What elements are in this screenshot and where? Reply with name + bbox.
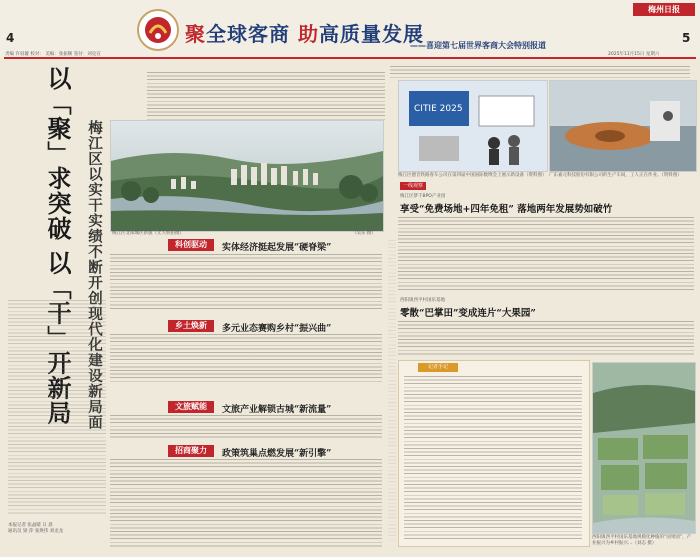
aerial-city-photo — [110, 120, 384, 232]
section-tag-3: 文旅赋能 — [168, 401, 214, 413]
article-1-label: 梅江区梦千BPO产业园 — [400, 194, 446, 199]
factory-photo — [549, 80, 697, 172]
meta-right: 2025年11月15日 星期六 — [608, 52, 660, 57]
orchard-caption: 西阳镇西平村国乐基地规模化种植的“国果园”，产业振兴为乡村振兴…（刘志 摄） — [592, 535, 692, 546]
gutter — [388, 240, 396, 540]
article-2-text — [398, 321, 694, 356]
event-logo — [137, 9, 179, 51]
section-text-3 — [110, 415, 382, 440]
photo-credit: （吴东 摄） — [352, 231, 376, 236]
expo-booth-photo — [398, 80, 548, 172]
sidebar-text — [404, 376, 582, 541]
section-text-4 — [110, 459, 382, 549]
article-1-text — [398, 217, 694, 292]
main-headline: 以「聚」求突破 以「干」开新局 — [43, 66, 72, 426]
right-intro-text — [390, 66, 690, 78]
photo-caption-right: 广东嘉元科技股份有限公司的生产车间，工人正在作业。（资料图） — [549, 173, 682, 178]
article-2-label: 西阳镇西平村国乐基地 — [400, 298, 445, 303]
main-subhead: 梅江区以实干实绩不断开创现代化建设新局面 — [86, 120, 103, 430]
byline: 本报记者 张晶暖 日 晨 通讯员 梁 萍 张焕伟 刘龙龙 — [8, 523, 64, 534]
masthead: 梅州日报 — [633, 3, 695, 16]
section-text-2 — [110, 334, 382, 384]
article-2-title: 零散“巴掌田”变成连片“大果园” — [400, 308, 536, 319]
orchard-photo — [592, 362, 696, 534]
section-title-1: 实体经济挺起发展“硬脊梁” — [222, 243, 332, 253]
banner-subtitle: ——喜迎第七届世界客商大会特别报道 — [410, 41, 546, 50]
intro-text — [147, 72, 385, 122]
page-number-right: 5 — [682, 31, 691, 45]
meta-left: 责编 许羽璇 校对： 美编：张振顺 签付：刘克宣 — [5, 52, 101, 57]
kicker-tag: 一线观察 — [400, 182, 426, 190]
photo-caption-left: 梅江区德音铁路客车公司在第四届中国国际数博会上展示新设备（资料图） — [398, 173, 547, 178]
section-title-4: 政策筑巢点燃发展“新引擎” — [222, 449, 332, 459]
section-text-1 — [110, 254, 382, 310]
svg-text:CITIE 2025: CITIE 2025 — [414, 104, 463, 114]
section-title-3: 文旅产业解锁古城“新流量” — [222, 405, 332, 415]
article-1-title: 享受“免费场地+四年免租” 落地两年发展势如破竹 — [400, 204, 613, 215]
left-column-text — [8, 300, 106, 515]
sidebar-tag: 记者手记 — [418, 363, 458, 372]
section-tag-1: 科创驱动 — [168, 239, 214, 251]
banner-title: 聚全球客商 助高质量发展 — [185, 22, 424, 46]
section-title-2: 多元业态赛购乡村“振兴曲” — [222, 324, 332, 334]
page-number-left: 4 — [6, 31, 15, 45]
photo-caption: 梅江区北部城区新貌（无人机拍摄） — [112, 231, 184, 236]
section-tag-2: 乡土焕新 — [168, 320, 214, 332]
header-divider — [4, 57, 696, 59]
section-tag-4: 招商聚力 — [168, 445, 214, 457]
